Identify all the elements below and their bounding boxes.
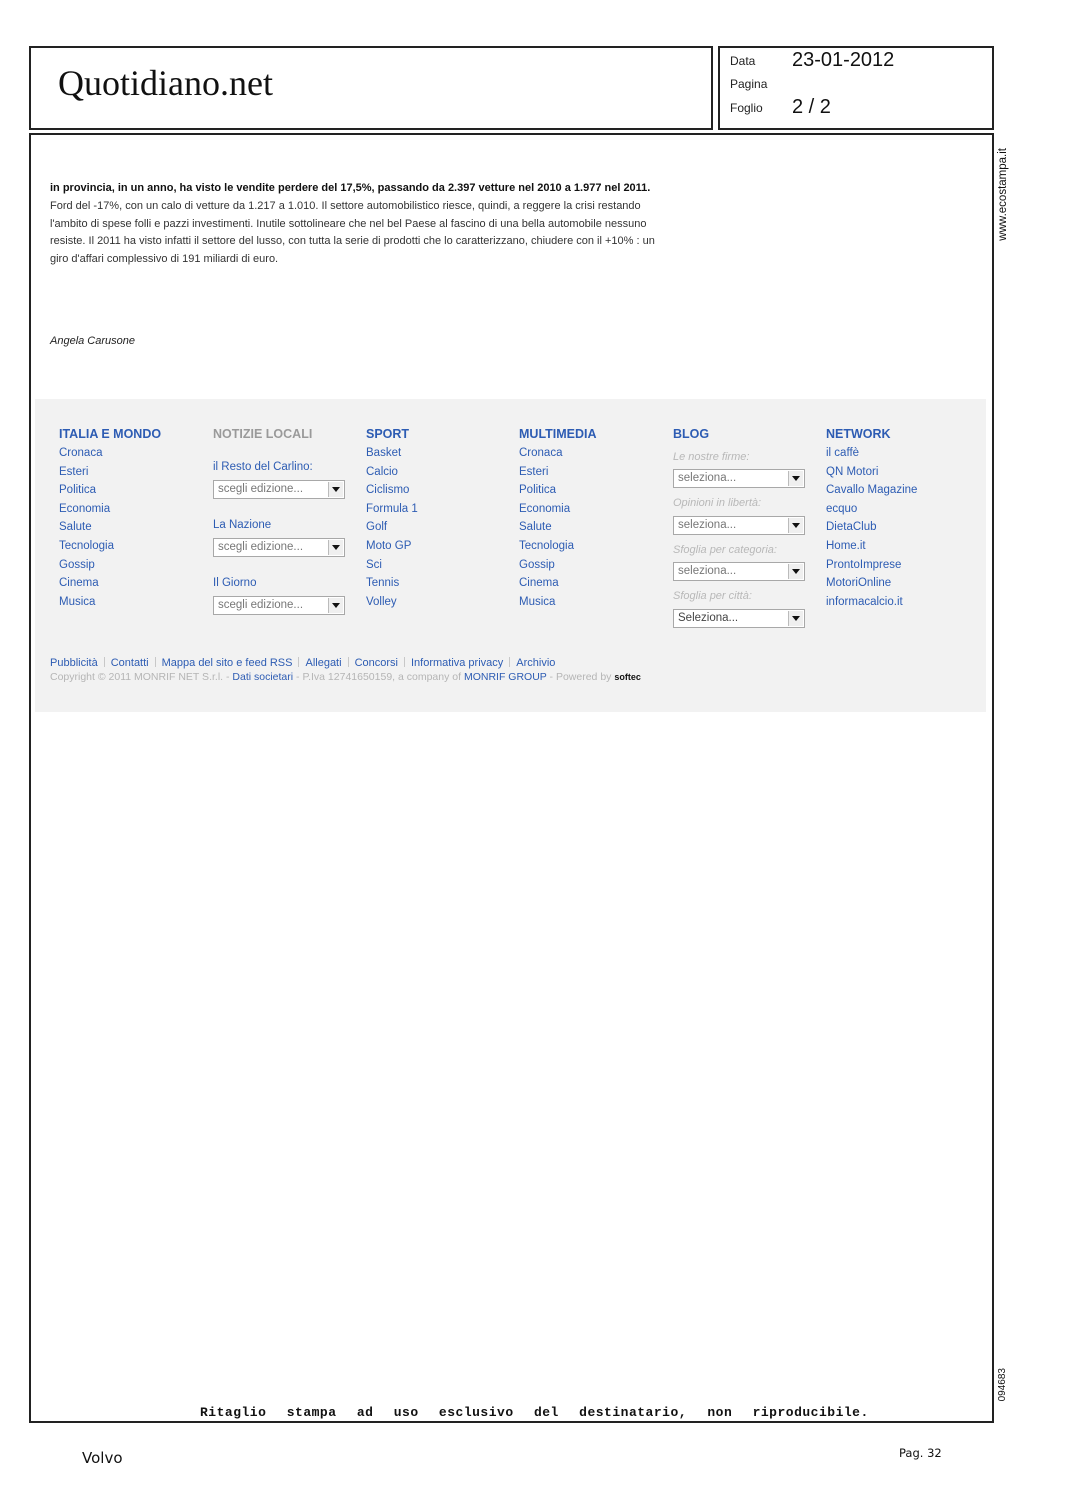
legal-link-concorsi[interactable]: Concorsi xyxy=(354,657,398,669)
network-heading[interactable]: NETWORK xyxy=(826,427,891,441)
legal-link-pubblicita[interactable]: Pubblicità xyxy=(50,657,98,669)
legal-link-archivio[interactable]: Archivio xyxy=(516,657,556,669)
network-link[interactable]: MotoriOnline xyxy=(826,577,892,590)
page-label: Pagina xyxy=(730,77,768,91)
powered-by: - Powered by xyxy=(546,671,615,683)
sport-link[interactable]: Basket xyxy=(366,447,402,459)
italia-link[interactable]: Gossip xyxy=(59,558,95,571)
copyright-prefix: Copyright © 2011 MONRIF NET S.r.l. - xyxy=(50,671,233,683)
italia-heading[interactable]: ITALIA E MONDO xyxy=(59,427,162,441)
network-link[interactable]: informacalcio.it xyxy=(826,595,903,608)
copyright-middle: - P.Iva 12741650159, a company of xyxy=(293,671,464,683)
date-label: Data xyxy=(730,54,756,68)
sport-link[interactable]: Sci xyxy=(366,558,382,571)
divider xyxy=(509,657,510,667)
network-link[interactable]: ProntoImprese xyxy=(826,558,902,571)
monrif-group-link[interactable]: MONRIF GROUP xyxy=(463,671,547,683)
blog-opinioni-select[interactable]: seleziona... xyxy=(673,516,805,535)
italia-link[interactable]: Salute xyxy=(59,521,92,534)
multimedia-heading[interactable]: MULTIMEDIA xyxy=(519,427,597,441)
italia-link[interactable]: Politica xyxy=(59,484,97,497)
multimedia-link[interactable]: Tecnologia xyxy=(519,539,574,552)
edition-select-carlino[interactable]: scegli edizione... xyxy=(213,480,345,499)
sport-link[interactable]: Formula 1 xyxy=(366,502,418,515)
sport-heading[interactable]: SPORT xyxy=(366,427,410,441)
footer-col-network xyxy=(826,427,976,611)
sport-link[interactable]: Moto GP xyxy=(366,539,412,552)
divider xyxy=(104,657,105,667)
divider xyxy=(404,657,405,667)
date-value: 23-01-2012 xyxy=(792,49,895,71)
sport-link[interactable]: Tennis xyxy=(366,577,400,590)
edition-label-carlino: il Resto del Carlino: xyxy=(213,461,313,473)
multimedia-link[interactable]: Esteri xyxy=(519,465,549,478)
italia-link[interactable]: Esteri xyxy=(59,465,89,478)
chevron-down-icon xyxy=(788,471,803,486)
italia-link[interactable]: Cinema xyxy=(59,577,99,590)
dati-societari-link[interactable]: Dati societari xyxy=(232,671,294,683)
softec-logo[interactable]: softec xyxy=(614,672,641,682)
sport-link[interactable]: Calcio xyxy=(366,465,398,478)
blog-filter-label: Sfoglia per categoria: xyxy=(673,544,777,556)
chevron-down-icon xyxy=(328,598,343,613)
locali-heading: NOTIZIE LOCALI xyxy=(213,427,313,441)
chevron-down-icon xyxy=(328,482,343,497)
blog-filter-label: Opinioni in libertà: xyxy=(673,497,762,509)
multimedia-link[interactable]: Cronaca xyxy=(519,447,563,459)
client-name: Volvo xyxy=(82,1449,123,1467)
divider xyxy=(348,657,349,667)
footer-col-italia xyxy=(59,427,199,611)
blog-filter-label: Le nostre firme: xyxy=(673,451,750,463)
legal-links xyxy=(50,653,555,671)
multimedia-link[interactable]: Economia xyxy=(519,502,571,515)
italia-link[interactable]: Cronaca xyxy=(59,447,103,459)
chevron-down-icon xyxy=(328,540,343,555)
article-lead: in provincia, in un anno, ha visto le vendite perdere del 17,5%, passando da 2.397 vetture nel 2010 a 1.977 nel 2011. xyxy=(50,182,651,194)
sport-link[interactable]: Golf xyxy=(366,521,388,534)
copyright-line xyxy=(50,671,641,683)
legal-link-contatti[interactable]: Contatti xyxy=(110,657,149,669)
multimedia-link[interactable]: Salute xyxy=(519,521,552,534)
sheet-label: Foglio xyxy=(730,101,763,115)
content-frame xyxy=(29,133,994,1423)
edition-select-giorno[interactable]: scegli edizione... xyxy=(213,596,345,615)
italia-link[interactable]: Tecnologia xyxy=(59,539,114,552)
network-link[interactable]: ecquo xyxy=(826,502,858,515)
page-number: Pag. 32 xyxy=(899,1446,942,1460)
multimedia-link[interactable]: Gossip xyxy=(519,558,555,571)
legal-link-mappa[interactable]: Mappa del sito e feed RSS xyxy=(161,657,293,669)
multimedia-link[interactable]: Politica xyxy=(519,484,557,497)
divider xyxy=(298,657,299,667)
italia-link[interactable]: Economia xyxy=(59,502,111,515)
edition-label-giorno: Il Giorno xyxy=(213,577,257,589)
blog-firme-select[interactable]: seleziona... xyxy=(673,469,805,488)
network-link[interactable]: DietaClub xyxy=(826,521,877,534)
blog-heading[interactable]: BLOG xyxy=(673,427,710,441)
article-body: Ford del -17%, con un calo di vetture da 1.217 a 1.010. Il settore automobilistico riesce, quindi, a reggere la crisi restando l'ambito di spese folli e pazzi investimenti. Inutile sottolineare che nel bel Paese al fascino di una bella automobile nessuno resiste. Il 2011 ha visto infatti il settore del lusso, con tutta la serie di prodotti che lo caratterizzano, chiudere con il +10% : un giro d'affari complessivo di 191 miliardi di euro. xyxy=(50,199,655,266)
blog-filter-label: Sfoglia per città: xyxy=(673,590,752,602)
blog-citta-select[interactable]: Seleziona... xyxy=(673,609,805,628)
sport-link[interactable]: Ciclismo xyxy=(366,484,410,497)
network-link[interactable]: il caffè xyxy=(826,447,860,459)
multimedia-link[interactable]: Cinema xyxy=(519,577,559,590)
blog-categoria-select[interactable]: seleziona... xyxy=(673,562,805,581)
network-link[interactable]: Cavallo Magazine xyxy=(826,484,918,497)
publication-title: Quotidiano.net xyxy=(58,63,273,103)
reproduction-notice: Ritaglio stampa ad uso esclusivo del destinatario, non riproducibile. xyxy=(200,1405,869,1420)
edition-select-nazione[interactable]: scegli edizione... xyxy=(213,538,345,557)
footer-col-sport xyxy=(366,427,506,611)
legal-link-allegati[interactable]: Allegati xyxy=(305,657,342,669)
chevron-down-icon xyxy=(788,611,803,626)
article-author: Angela Carusone xyxy=(50,335,136,347)
footer-col-multimedia xyxy=(519,427,659,611)
article-text xyxy=(50,180,665,269)
sheet-value: 2 / 2 xyxy=(792,96,831,118)
italia-link[interactable]: Musica xyxy=(59,595,96,608)
ecostampa-url: www.ecostampa.it xyxy=(997,148,1009,241)
legal-link-privacy[interactable]: Informativa privacy xyxy=(410,657,504,669)
multimedia-link[interactable]: Musica xyxy=(519,595,556,608)
chevron-down-icon xyxy=(788,518,803,533)
edition-label-nazione: La Nazione xyxy=(213,519,272,531)
divider xyxy=(155,657,156,667)
sport-link[interactable]: Volley xyxy=(366,595,397,608)
network-link[interactable]: Home.it xyxy=(826,539,866,552)
chevron-down-icon xyxy=(788,564,803,579)
network-link[interactable]: QN Motori xyxy=(826,465,879,478)
clipping-code: 094683 xyxy=(997,1368,1008,1402)
